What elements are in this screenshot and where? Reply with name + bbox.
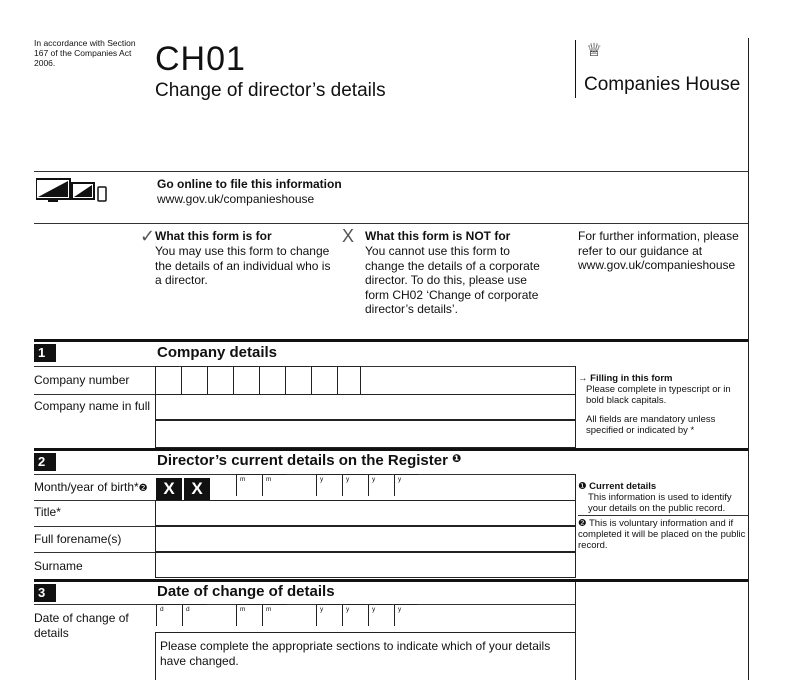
dob-day-masked: X: [156, 478, 182, 500]
form-title: Change of director’s details: [155, 80, 386, 101]
change-year-cell[interactable]: y: [316, 604, 340, 626]
digit-cell[interactable]: [207, 366, 231, 394]
arrow-icon: →: [578, 373, 588, 384]
dob-day-masked: X: [184, 478, 210, 500]
divider: [34, 604, 575, 605]
change-month-cell[interactable]: m: [262, 604, 286, 626]
further-info-text: For further information, please refer to our guidance at www.gov.uk/companieshouse: [578, 229, 739, 272]
section-number: 1: [34, 344, 56, 362]
form-for-title: What this form is for: [155, 229, 272, 243]
section-title: Company details: [157, 344, 278, 361]
online-filing-link[interactable]: www.gov.uk/companieshouse: [157, 192, 315, 206]
company-number-label: Company number: [34, 373, 130, 387]
section-rule: [34, 448, 748, 451]
forenames-label: Full forename(s): [34, 532, 122, 546]
digit-cell[interactable]: [259, 366, 283, 394]
change-day-cell[interactable]: d: [156, 604, 180, 626]
devices-icon: [36, 175, 108, 203]
company-name-field-line2[interactable]: [155, 420, 575, 448]
section-number: 2: [34, 453, 56, 471]
digit-cell[interactable]: [233, 366, 257, 394]
digit-cell[interactable]: [337, 366, 361, 394]
forenames-field[interactable]: [155, 526, 575, 552]
dob-year-cell[interactable]: y: [368, 474, 392, 496]
date-of-change-label: Date of change of details: [34, 611, 129, 640]
note-column-rule: [575, 582, 576, 680]
note-column-rule: [575, 474, 576, 578]
cross-icon: X: [342, 226, 355, 246]
royal-crest-icon: ♕: [586, 40, 603, 60]
form-not-for-text: You cannot use this form to change the details of a corporate director. To do this, please use form CH02 ‘Change of corporate director’s details’.: [365, 244, 540, 316]
change-day-cell[interactable]: d: [182, 604, 206, 626]
note-marker-1-icon: ❶: [452, 453, 462, 465]
section-number: 3: [34, 584, 56, 602]
divider: [34, 223, 748, 224]
digit-cell[interactable]: [155, 366, 179, 394]
legal-reference: In accordance with Section 167 of the Companies Act 2006.: [34, 38, 136, 68]
company-number-field[interactable]: [155, 366, 365, 394]
digit-cell[interactable]: [285, 366, 309, 394]
title-label: Title*: [34, 505, 61, 519]
section-title: Director’s current details on the Register $^❶$: [157, 452, 462, 469]
change-year-cell[interactable]: y: [342, 604, 366, 626]
companies-house-logo: [575, 40, 755, 98]
online-filing-title: Go online to file this information: [157, 177, 342, 191]
section-title: Date of change of details: [157, 583, 335, 600]
divider: [34, 552, 155, 553]
digit-cell[interactable]: [181, 366, 205, 394]
digit-cell[interactable]: [311, 366, 335, 394]
divider: [34, 474, 575, 475]
divider: [34, 171, 748, 172]
tick-icon: ✓: [140, 226, 156, 246]
note-column-rule: [575, 366, 576, 448]
note-marker-2-icon: ❷: [138, 483, 148, 494]
filling-note: → Filling in this form Please complete in typescript or in bold black capitals. All fields are mandatory unless specified or indicated by *: [578, 373, 731, 436]
divider: [578, 515, 748, 516]
divider: [34, 526, 155, 527]
change-year-cell[interactable]: y: [368, 604, 392, 626]
form-not-for-title: What this form is NOT for: [365, 229, 511, 243]
current-details-note: ❶ Current details This information is used to identify your details on the public record.: [578, 481, 732, 514]
section-rule: [34, 339, 748, 342]
dob-year-cell[interactable]: y: [316, 474, 340, 496]
title-field[interactable]: [155, 500, 575, 526]
company-name-field[interactable]: [155, 394, 575, 420]
dob-month-cell[interactable]: m: [236, 474, 260, 496]
change-year-cell[interactable]: y: [394, 604, 418, 626]
dob-year-cell[interactable]: y: [342, 474, 366, 496]
dob-label: Month/year of birth*❷: [34, 480, 148, 494]
change-month-cell[interactable]: m: [236, 604, 260, 626]
surname-field[interactable]: [155, 552, 575, 578]
section-rule: [34, 579, 748, 582]
form-for-text: You may use this form to change the details of an individual who is a director.: [155, 244, 331, 287]
dob-year-cell[interactable]: y: [394, 474, 418, 496]
dob-month-cell[interactable]: m: [262, 474, 286, 496]
company-name-label: Company name in full: [34, 399, 151, 413]
voluntary-info-note: ❷ This is voluntary information and if completed it will be placed on the public record.: [578, 518, 746, 551]
form-code: CH01: [155, 40, 246, 78]
right-margin-rule: [748, 38, 749, 680]
org-name: Companies House: [584, 74, 741, 95]
change-instruction: Please complete the appropriate sections to indicate which of your details have changed.: [155, 632, 575, 680]
surname-label: Surname: [34, 559, 83, 573]
